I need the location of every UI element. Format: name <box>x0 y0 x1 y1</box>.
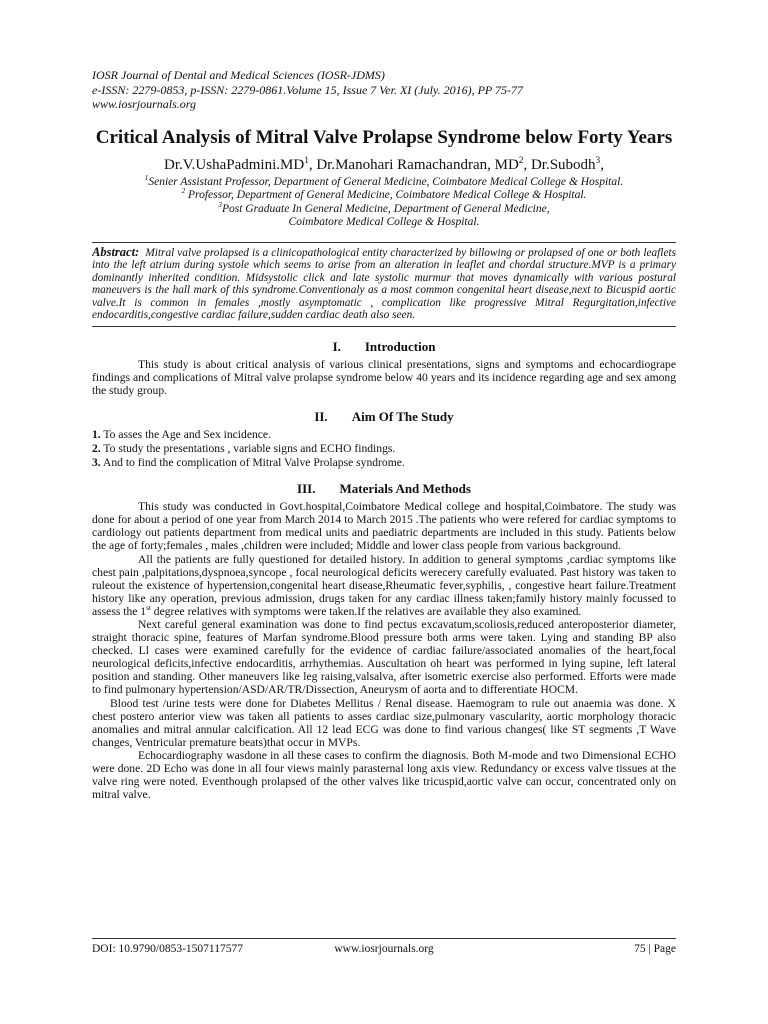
journal-page <box>92 68 676 801</box>
author-1-sup: 1 <box>304 155 309 166</box>
affiliation-2-sup: 2 <box>181 187 186 196</box>
aim-item-number: 1. <box>92 428 101 442</box>
aim-item-2 <box>92 442 676 456</box>
journal-website: www.iosrjournals.org <box>92 97 197 111</box>
section-heading-methods <box>92 481 676 497</box>
section-title: Aim Of The Study <box>351 409 454 425</box>
aim-item-text: To asses the Age and Sex incidence. <box>100 428 271 442</box>
aim-item-number: 3. <box>92 455 101 469</box>
aim-item-text: And to find the complication of Mitral Valve Prolapse syndrome. <box>100 455 405 469</box>
section-heading-introduction <box>92 339 676 355</box>
author-2-sup: 2 <box>518 155 524 166</box>
affiliation-1-text: Senier Assistant Professor, Department of General Medicine, Coimbatore Medical College & Hospital. <box>148 175 624 188</box>
footer-page-number: 75 | Page <box>634 943 676 955</box>
author-3: , Dr.Subodh <box>523 156 596 173</box>
aim-item-3 <box>92 456 676 470</box>
author-line <box>92 156 676 174</box>
methods-paragraph-3: Next careful general examination was done to find pectus excavatum,scoliosis,reduced anteroposterior diameter, straight thoracic spine, features of Marfan syndrome.Blood pressure both arms were taken. Lying and standing BP also checked. Ll cases were examined carefully for the evidence of cardiac failure/associated anomalies of the heart,focal neurological deficits,infective endocarditis, arrhythemias. Auscultation oh heart was performed in lying supine, left lateral position and standing. Other maneuvers like leg raising,valsalva, after isometric exercise also performed. Efforts were made to find pulmonary hypertension/ASD/AR/TR/Dissection, Aneurysm of aorta and to differentiate HOCM. <box>92 617 676 697</box>
ordinal-sup: st <box>146 604 151 613</box>
author-1: Dr.V.UshaPadmini.MD <box>164 156 305 173</box>
methods-paragraph-1: This study was conducted in Govt.hospital,Coimbatore Medical college and hospital,Coimbatore. The study was done for about a period of one year from March 2014 to March 2015 .The patients who were refered for cardiac symptoms to cardiology out patients department from medical units and paediatric departments are included in this study. Patients below the age of forty;females , males ,children were included; Middle and lower class people from various background. <box>92 500 676 553</box>
journal-issn: e-ISSN: 2279-0853, p-ISSN: 2279-0861.Volume 15, Issue 7 Ver. XI (July. 2016), PP 75-77 <box>92 82 524 97</box>
abstract-label: Abstract: <box>92 244 140 259</box>
methods-paragraph-4: Blood test /urine tests were done for Diabetes Mellitus / Renal disease. Haemogram to rule out anaemia was done. X chest postero anterior view was taken all patients to asses cardiac size,pulmonary vascularity, aortic morphology thoracic anomalies and mitral annular calcification. All 12 lead ECG was done to find various changes( like ST segments ,T Wave changes, Ventricular premature beats)that occur in MVPs. <box>92 696 676 749</box>
affiliation-3-sup: 3 <box>218 200 222 209</box>
section-heading-aim <box>92 409 676 425</box>
author-3-sup: 3 <box>595 155 601 166</box>
section-number: III. <box>297 481 316 497</box>
methods-paragraph-2-text: All the patients are fully questioned for detailed history. In addition to general symptoms ,cardiac symptoms like chest pain ,palpitations,dyspnoea,syncope , focal neurological deficits werecery carefully evaluated. Past history was taken to ruleout the existence of hypertension,congenital heart disease,Rheumatic fever,syphilis, , congestive heart failure.Treatment history like any operation, previous admission, drugs taken for any cardiac illness taken;family history mainly focussed to assess the 1 <box>92 552 676 618</box>
section-title: Materials And Methods <box>339 481 471 497</box>
footer-website: www.iosrjournals.org <box>334 943 434 955</box>
affiliation-3-text: Post Graduate In General Medicine, Department of General Medicine, <box>221 202 550 215</box>
journal-header <box>92 68 676 112</box>
footer-doi: DOI: 10.9790/0853-1507117577 <box>92 943 243 955</box>
aim-item-text: To study the presentations , variable signs and ECHO findings. <box>100 441 396 455</box>
paper-title: Critical Analysis of Mitral Valve Prolapse Syndrome below Forty Years <box>95 126 673 148</box>
affiliation-3 <box>92 200 676 217</box>
author-2: , Dr.Manohari Ramachandran, MD <box>308 156 519 173</box>
methods-paragraph-2 <box>92 553 676 618</box>
affiliation-2-text: Professor, Department of General Medicine, Coimbatore Medical College & Hospital. <box>185 189 587 201</box>
section-title: Introduction <box>364 339 436 355</box>
page-footer <box>92 938 676 955</box>
intro-paragraph: This study is about critical analysis of various clinical presentations, signs and symptoms and echocardiogrape findings and complications of Mitral valve prolapse syndrome below 40 years and its incidence regarding age and sex among the study group. <box>92 358 676 398</box>
section-number: I. <box>332 339 341 355</box>
section-number: II. <box>314 409 328 425</box>
methods-paragraph-2-tail: degree relatives with symptoms were taken.If the relatives are available they also examined. <box>150 604 582 618</box>
abstract-text: Mitral valve prolapsed is a clinicopathological entity characterized by billowing or prolapsed of one or both leaflets into the left atrium during systole which seems to arise from an alteration in leaflet and chordal structure.MVP is a primary dominantly inherited condition. Midsystolic click and late systolic murmur that moves dynamically with various postural maneuvers is the hall mark of this syndrome.Conventionaly as a most common congenital heart disease,next to Bicuspid aortic valve.It is common in females ,mostly asymptomatic , complication like progressive Mitral Regurgitation,infective endocarditis,congestive cardiac failure,sudden cardiac death also seen. <box>92 246 676 322</box>
affiliation-1-sup: 1 <box>144 173 149 182</box>
abstract-box <box>92 242 676 328</box>
journal-name: IOSR Journal of Dental and Medical Sciences (IOSR-JDMS) <box>92 68 385 82</box>
aim-item-1 <box>92 428 676 442</box>
affiliation-1 <box>92 173 676 190</box>
author-3-tail: , <box>600 156 604 173</box>
methods-paragraph-5: Echocardiography wasdone in all these cases to confirm the diagnosis. Both M-mode and two Dimensional ECHO were done. 2D Echo was done in all four views mainly parasternal long axis view. Redundancy or excess valve tissues at the valve ring were noted. Eventhough prolapsed of the other valves like tricuspid,aortic valve can occur, concentrated only on mitral valve. <box>92 748 676 802</box>
affiliations <box>92 173 676 230</box>
affiliation-2 <box>92 189 676 203</box>
aim-item-number: 2. <box>92 441 101 455</box>
affiliation-3-line2: Coimbatore Medical College & Hospital. <box>288 216 480 228</box>
